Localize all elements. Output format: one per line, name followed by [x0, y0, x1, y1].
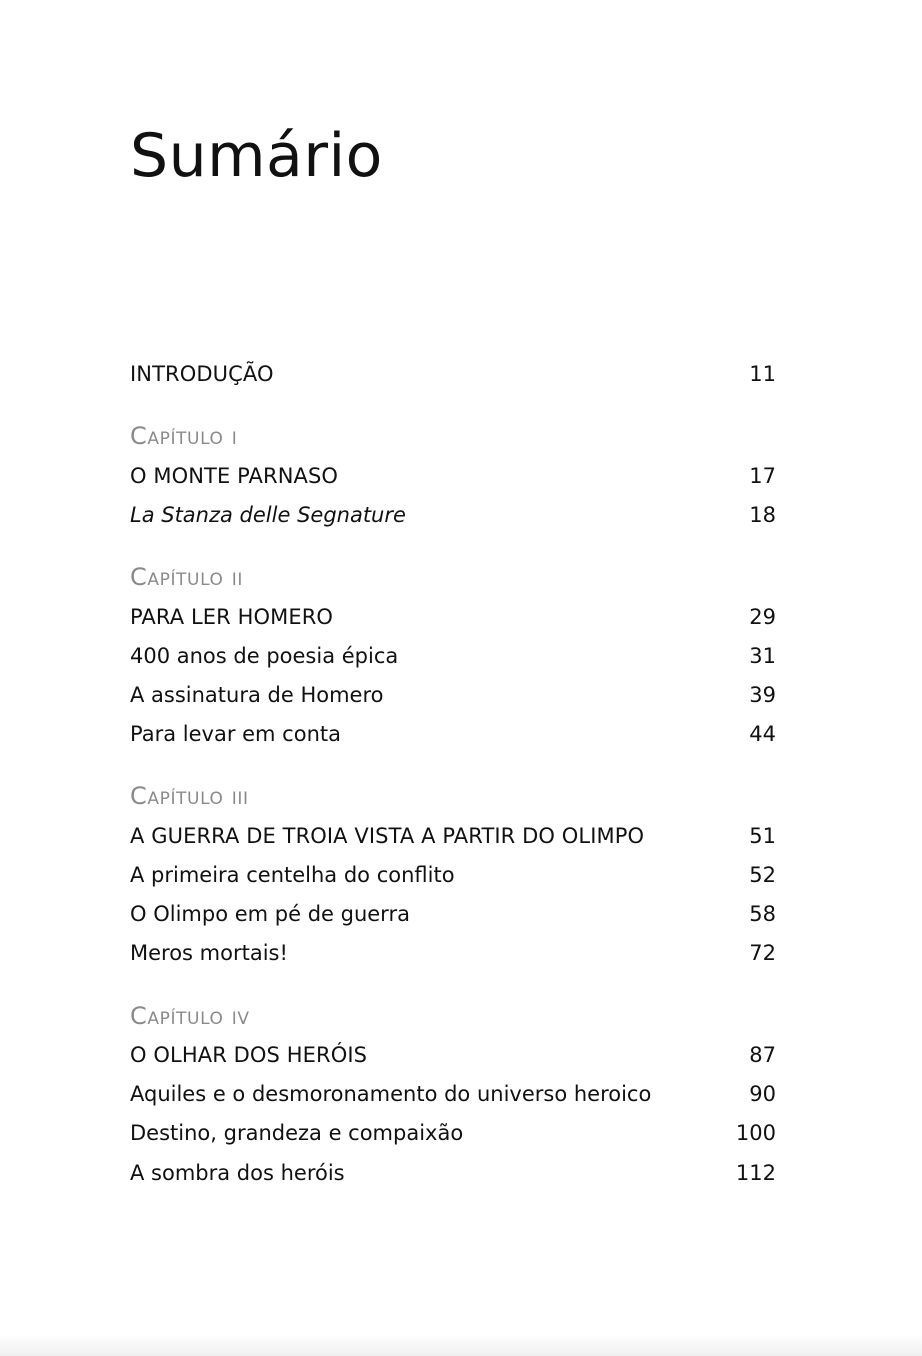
toc-entry — [130, 718, 776, 750]
toc-entry — [130, 679, 776, 711]
toc-entry-label: O MONTE PARNASO — [130, 464, 339, 488]
toc-entry — [130, 1157, 776, 1189]
toc-entry-page: 72 — [749, 941, 776, 965]
page-bottom-shadow — [0, 1334, 922, 1356]
toc-entry — [130, 1039, 776, 1071]
toc-entry-introduction — [130, 358, 776, 390]
toc-entry-page: 90 — [749, 1082, 776, 1106]
toc-entry-page: 31 — [749, 644, 776, 668]
page-title: Sumário — [130, 121, 383, 191]
toc-entry — [130, 640, 776, 672]
toc-entry-page: 44 — [749, 722, 776, 746]
toc-entry — [130, 1078, 776, 1110]
toc-entry-page: 11 — [749, 362, 776, 386]
toc-entry-label: INTRODUÇÃO — [130, 362, 274, 386]
toc-entry-label: A primeira centelha do conflito — [130, 863, 455, 887]
chapter-heading-3: Capítulo iii — [130, 782, 249, 810]
toc-entry-label: 400 anos de poesia épica — [130, 644, 399, 668]
toc-entry-label: Para levar em conta — [130, 722, 341, 746]
toc-entry-label: La Stanza delle Segnature — [130, 503, 406, 527]
toc-entry-label: PARA LER HOMERO — [130, 605, 334, 629]
toc-entry-page: 58 — [749, 902, 776, 926]
toc-entry-label: Meros mortais! — [130, 941, 288, 965]
toc-entry-label: Destino, grandeza e compaixão — [130, 1121, 464, 1145]
toc-entry — [130, 937, 776, 969]
toc-entry-page: 29 — [749, 605, 776, 629]
toc-entry — [130, 460, 776, 492]
toc-entry-page: 87 — [749, 1043, 776, 1067]
chapter-heading-1: Capítulo i — [130, 422, 238, 450]
toc-entry-label: A GUERRA DE TROIA VISTA A PARTIR DO OLIMPO — [130, 824, 645, 848]
toc-entry-page: 18 — [749, 503, 776, 527]
toc-entry-page: 39 — [749, 683, 776, 707]
toc-entry-label: A sombra dos heróis — [130, 1161, 345, 1185]
toc-entry-label: A assinatura de Homero — [130, 683, 384, 707]
toc-entry — [130, 859, 776, 891]
toc-entry — [130, 499, 776, 531]
chapter-heading-2: Capítulo ii — [130, 563, 243, 591]
toc-entry-page: 112 — [735, 1161, 776, 1185]
chapter-heading-4: Capítulo iv — [130, 1002, 250, 1030]
toc-entry — [130, 820, 776, 852]
toc-entry — [130, 1117, 776, 1149]
toc-entry-label: Aquiles e o desmoronamento do universo heroico — [130, 1082, 652, 1106]
toc-entry — [130, 898, 776, 930]
toc-entry-label: O OLHAR DOS HERÓIS — [130, 1043, 368, 1067]
toc-entry-page: 51 — [749, 824, 776, 848]
toc-entry-page: 52 — [749, 863, 776, 887]
toc-entry-page: 17 — [749, 464, 776, 488]
toc-entry — [130, 601, 776, 633]
toc-entry-label: O Olimpo em pé de guerra — [130, 902, 410, 926]
toc-entry-page: 100 — [735, 1121, 776, 1145]
